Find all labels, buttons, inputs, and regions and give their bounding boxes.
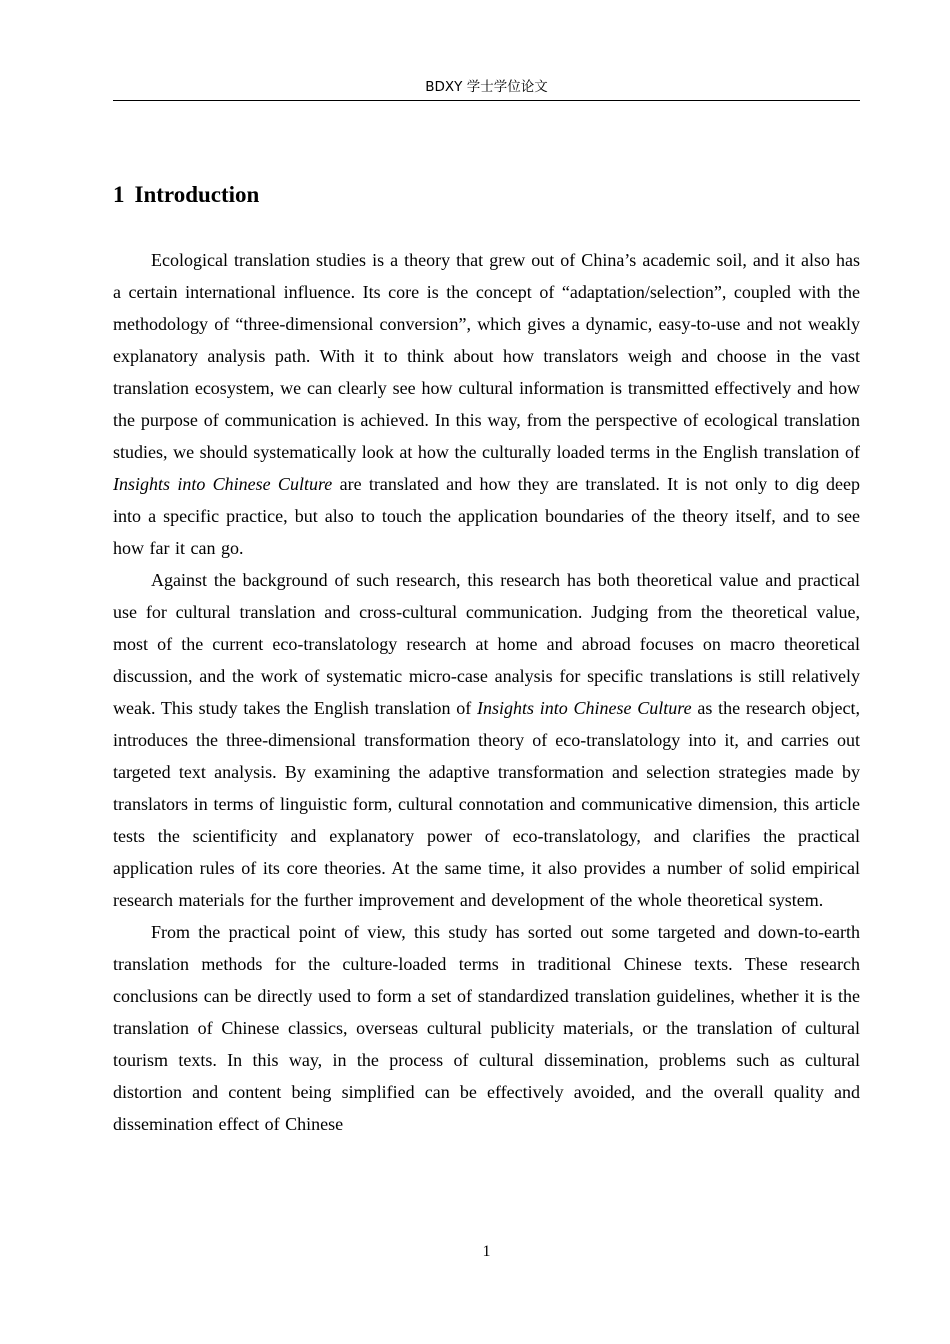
paragraph-3-text: From the practical point of view, this study has sorted out some targeted and down-to-earth translation methods for the culture-loaded terms in traditional Chinese texts. These research conclusions can be directly used to form a set of standardized translation guidelines, whether it is the translation of Chinese classics, overseas cultural publicity materials, or the translation of cultural tourism texts. In this way, in the process of cultural dissemination, problems such as cultural distortion and content being simplified can be effectively avoided, and the overall quality and dissemination effect of Chinese [113, 922, 860, 1134]
body-text [113, 244, 860, 1140]
paragraph-2-text-a: Against the background of such research, this research has both theoretical value and practical use for cultural translation and cross-cultural communication. Judging from the theoretical value, most of the current eco-translatology research at home and abroad focuses on macro theoretical discussion, and the work of systematic micro-case analysis for specific translations is still relatively weak. This study takes the English translation of [113, 570, 860, 718]
book-title-italic: Insights into Chinese Culture [113, 474, 333, 494]
header-rule [113, 100, 860, 101]
page-number: 1 [482, 1243, 491, 1260]
section-heading [113, 180, 259, 210]
paragraph-1-text-b: are translated and how they are translated. It is not only to dig deep into a specific practice, but also to touch the application boundaries of the theory itself, and to see how far it can go. [113, 474, 860, 558]
book-title-italic: Insights into Chinese Culture [477, 698, 692, 718]
paragraph-2 [113, 564, 860, 916]
paragraph-1-text-a: Ecological translation studies is a theory that grew out of China’s academic soil, and it also has a certain international influence. Its core is the concept of “adaptation/selection”, coupled with the methodology of “three-dimensional conversion”, which gives a dynamic, easy-to-use and not weakly explanatory analysis path. With it to think about how translators weigh and choose in the vast translation ecosystem, we can clearly see how cultural information is transmitted effectively and how the purpose of communication is achieved. In this way, from the perspective of ecological translation studies, we should systematically look at how the culturally loaded terms in the English translation of [113, 250, 860, 462]
paragraph-1 [113, 244, 860, 564]
paragraph-2-text-b: as the research object, introduces the three-dimensional transformation theory of eco-translatology into it, and carries out targeted text analysis. By examining the adaptive transformation and selection strategies made by translators in terms of linguistic form, cultural connotation and communicative dimension, this article tests the scientificity and explanatory power of eco-translatology, and clarifies the practical application rules of its core theories. At the same time, it also provides a number of solid empirical research materials for the further improvement and development of the whole theoretical system. [113, 698, 860, 910]
paragraph-3 [113, 916, 860, 1140]
running-header: BDXY 学士学位论文 [425, 79, 548, 95]
section-number: 1 [113, 182, 125, 207]
section-title: Introduction [134, 182, 260, 207]
